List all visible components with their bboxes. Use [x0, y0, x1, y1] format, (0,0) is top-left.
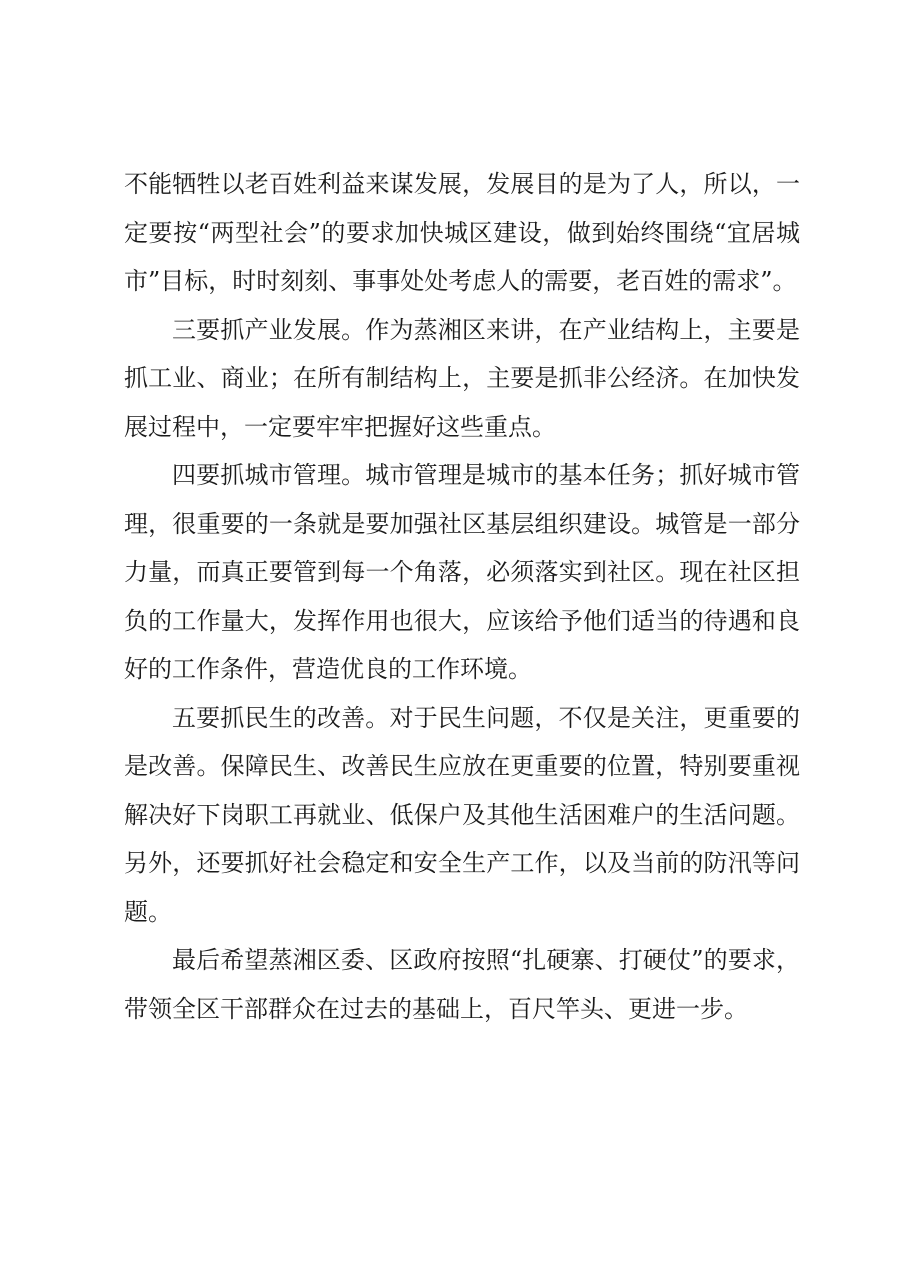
paragraph-continuation: 不能牺牲以老百姓利益来谋发展，发展目的是为了人，所以，一定要按“两型社会”的要求加快城区建设，做到始终围绕“宜居城市”目标，时时刻刻、事事处处考虑人的需要，老百姓的需求”。: [124, 170, 800, 295]
document-body: [124, 160, 800, 1033]
paragraph-city-management: 四要抓城市管理。城市管理是城市的基本任务；抓好城市管理，很重要的一条就是要加强社区基层组织建设。城管是一部分力量，而真正要管到每一个角落，必须落实到社区。现在社区担负的工作量大，发挥作用也很大，应该给予他们适当的待遇和良好的工作条件，营造优良的工作环境。: [124, 461, 800, 683]
paragraph-livelihood-improvement: 五要抓民生的改善。对于民生问题，不仅是关注，更重要的是改善。保障民生、改善民生应放在更重要的位置，特别要重视解决好下岗职工再就业、低保户及其他生活困难户的生活问题。另外，还要抓好社会稳定和安全生产工作，以及当前的防汛等问题。: [124, 703, 800, 926]
paragraph-closing-hope: 最后希望蒸湘区委、区政府按照“扎硬寨、打硬仗”的要求，带领全区干部群众在过去的基础上，百尺竿头、更进一步。: [124, 946, 800, 1023]
paragraph-industry-development: 三要抓产业发展。作为蒸湘区来讲，在产业结构上，主要是抓工业、商业；在所有制结构上，主要是抓非公经济。在加快发展过程中，一定要牢牢把握好这些重点。: [124, 315, 800, 441]
